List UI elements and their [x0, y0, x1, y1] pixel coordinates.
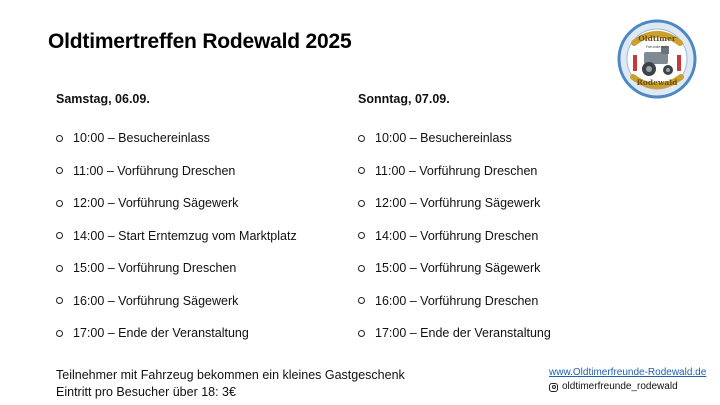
circle-bullet-icon: [358, 265, 365, 272]
schedule-item-text: 14:00 – Vorführung Dreschen: [375, 228, 539, 243]
circle-bullet-icon: [56, 200, 63, 207]
footer-info: [56, 367, 405, 401]
list-item: [358, 252, 658, 285]
gift-notice: Teilnehmer mit Fahrzeug bekommen ein kleines Gastgeschenk: [56, 368, 405, 382]
schedule-item-text: 16:00 – Vorführung Dreschen: [375, 293, 539, 308]
list-item: [358, 122, 658, 155]
list-item: [56, 122, 356, 155]
logo-bottom-text: Rodewald: [636, 78, 678, 87]
circle-bullet-icon: [56, 232, 63, 239]
saturday-list: [56, 122, 356, 350]
schedule-item-text: 12:00 – Vorführung Sägewerk: [73, 196, 239, 211]
circle-bullet-icon: [358, 135, 365, 142]
social-links: [549, 366, 706, 394]
list-item: [358, 187, 658, 220]
circle-bullet-icon: [56, 297, 63, 304]
schedule-item-text: 15:00 – Vorführung Sägewerk: [375, 261, 541, 276]
circle-bullet-icon: [358, 232, 365, 239]
schedule-item-text: 17:00 – Ende der Veranstaltung: [73, 326, 249, 341]
saturday-schedule: [56, 92, 356, 350]
schedule-item-text: 17:00 – Ende der Veranstaltung: [375, 326, 551, 341]
circle-bullet-icon: [358, 297, 365, 304]
list-item: [358, 155, 658, 188]
instagram-handle: oldtimerfreunde_rodewald: [562, 381, 678, 392]
page-title: Oldtimertreffen Rodewald 2025: [48, 30, 352, 53]
list-item: [56, 155, 356, 188]
circle-bullet-icon: [358, 200, 365, 207]
sunday-schedule: [358, 92, 658, 350]
list-item: [56, 317, 356, 350]
admission-price: Eintritt pro Besucher über 18: 3€: [56, 385, 236, 399]
circle-bullet-icon: [358, 167, 365, 174]
list-item: [358, 285, 658, 318]
list-item: [56, 285, 356, 318]
schedule-item-text: 11:00 – Vorführung Dreschen: [73, 163, 236, 178]
circle-bullet-icon: [358, 330, 365, 337]
schedule-item-text: 10:00 – Besuchereinlass: [375, 131, 512, 146]
logo-top-text: Oldtimer: [638, 34, 676, 43]
club-logo: [617, 19, 697, 99]
website-link[interactable]: www.Oldtimerfreunde-Rodewald.de: [549, 367, 707, 378]
schedule-item-text: 15:00 – Vorführung Dreschen: [73, 261, 237, 276]
list-item: [358, 220, 658, 253]
schedule-item-text: 16:00 – Vorführung Sägewerk: [73, 293, 239, 308]
circle-bullet-icon: [56, 265, 63, 272]
list-item: [358, 317, 658, 350]
list-item: [56, 252, 356, 285]
saturday-heading: Samstag, 06.09.: [56, 92, 150, 106]
circle-bullet-icon: [56, 135, 63, 142]
instagram-icon: [549, 383, 558, 392]
sunday-heading: Sonntag, 07.09.: [358, 92, 450, 106]
sunday-list: [358, 122, 658, 350]
logo-middle-text: Freunde e.V.: [645, 45, 669, 49]
circle-bullet-icon: [56, 167, 63, 174]
instagram-handle-row[interactable]: [549, 380, 706, 394]
list-item: [56, 220, 356, 253]
schedule-item-text: 11:00 – Vorführung Dreschen: [375, 163, 538, 178]
schedule-item-text: 14:00 – Start Erntemzug vom Marktplatz: [73, 228, 297, 243]
circle-bullet-icon: [56, 330, 63, 337]
schedule-item-text: 10:00 – Besuchereinlass: [73, 131, 210, 146]
list-item: [56, 187, 356, 220]
schedule-item-text: 12:00 – Vorführung Sägewerk: [375, 196, 541, 211]
